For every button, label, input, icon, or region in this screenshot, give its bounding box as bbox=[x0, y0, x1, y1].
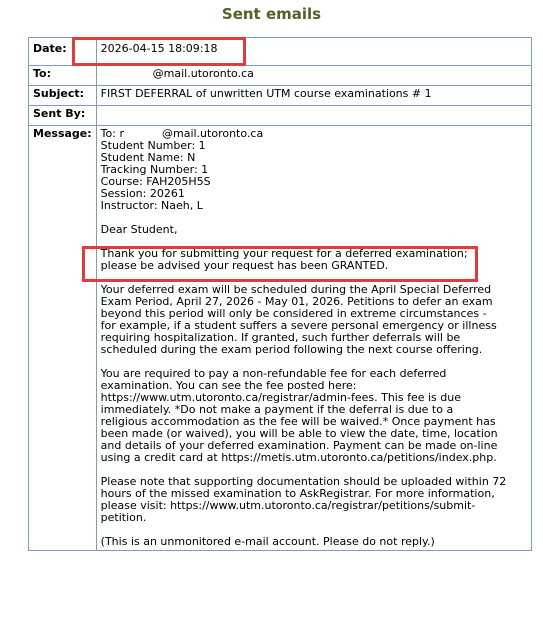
date-value: 2026-04-15 18:09:18 bbox=[96, 38, 531, 66]
page-title: Sent emails bbox=[221, 5, 322, 23]
subject-value: FIRST DEFERRAL of unwritten UTM course examinations # 1 bbox=[96, 86, 531, 106]
sent-by-row bbox=[29, 106, 532, 126]
date-row bbox=[29, 38, 532, 66]
granted-line-1: Thank you for submitting your request for a deferred examination; bbox=[100, 247, 468, 260]
sent-by-label: Sent By: bbox=[29, 106, 97, 126]
student-name: Student Name: N bbox=[100, 151, 196, 164]
documentation-paragraph: Please note that supporting documentation should be uploaded within 72 hours of the missed examination to AskRegistrar. For more information, please visit: https://www.utm.utoronto.ca/registrar/petitions/submit- petition. bbox=[100, 475, 507, 524]
granted-line-2: please be advised your request has been GRANTED. bbox=[100, 259, 389, 272]
fee-paragraph: You are required to pay a non-refundable fee for each deferred examination. You can see the fee posted here: https://www.utm.utoronto.ca/registrar/admin-fees. This fee is due immediately. *Do not make a payment if the deferral is due to a religious accommodation as the fee will be waived.* Once payment has been made (or waived), you will be able to view the date, time, location and details of your deferred examination. Payment can be made on-line using a credit card at https://metis.utm.utoronto.ca/petitions/index.php. bbox=[100, 367, 498, 464]
greeting: Dear Student, bbox=[100, 223, 178, 236]
session: Session: 20261 bbox=[100, 187, 185, 200]
redacted-text bbox=[124, 129, 162, 140]
tracking-number: Tracking Number: 1 bbox=[100, 163, 209, 176]
date-label: Date: bbox=[29, 38, 97, 66]
instructor: Instructor: Naeh, L bbox=[100, 199, 203, 212]
to-value: @mail.utoronto.ca bbox=[152, 67, 254, 80]
email-details-table bbox=[28, 37, 532, 551]
student-number: Student Number: 1 bbox=[100, 139, 206, 152]
message-to-line-end: @mail.utoronto.ca bbox=[161, 127, 264, 140]
unmonitored-footer: (This is an unmonitored e-mail account. Please do not reply.) bbox=[100, 535, 435, 548]
schedule-paragraph: Your deferred exam will be scheduled during the April Special Deferred Exam Period, April 27, 2026 - May 01, 2026. Petitions to defer an exam beyond this period will only be considered in extreme circumstances - for example, if a student suffers a severe personal emergency or illness requiring hospitalization. If granted, such further deferrals will be scheduled during the exam period following the next course offering. bbox=[100, 283, 497, 356]
course: Course: FAH205H5S bbox=[100, 175, 211, 188]
message-body bbox=[96, 126, 531, 551]
sent-by-value bbox=[96, 106, 531, 126]
to-row bbox=[29, 66, 532, 86]
message-label: Message: bbox=[29, 126, 97, 551]
subject-row bbox=[29, 86, 532, 106]
message-row bbox=[29, 126, 532, 551]
to-label: To: bbox=[29, 66, 97, 86]
subject-label: Subject: bbox=[29, 86, 97, 106]
message-to-line: To: r bbox=[100, 127, 124, 140]
redacted-email-user bbox=[101, 69, 153, 80]
